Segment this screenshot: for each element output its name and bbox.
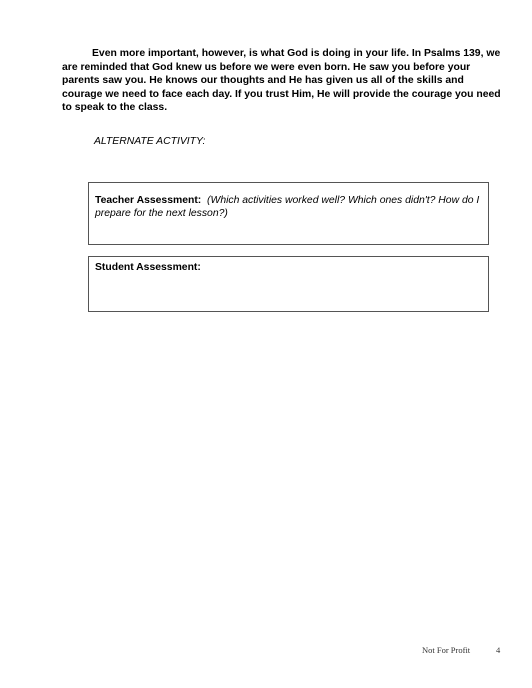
teacher-assessment-prompt: (Which activities worked well? Which ones didn't? How do I prepare for the next lesson?)	[95, 195, 480, 219]
teacher-assessment-box	[88, 182, 489, 245]
footer-text: Not For Profit	[422, 645, 471, 655]
page-number: 4	[496, 645, 501, 655]
student-assessment-box	[88, 256, 489, 312]
body-paragraph: Even more important, however, is what God is doing in your life. In Psalms 139, we are reminded that God knew us before we were even born. He saw you before your parents saw you. He knows our thoughts and He has given us all of the skills and courage we need to face each day. If you trust Him, He will provide the courage you need to speak to the class.	[62, 48, 501, 114]
student-assessment-label: Student Assessment:	[95, 262, 201, 273]
teacher-assessment-label: Teacher Assessment:	[95, 195, 202, 206]
alternate-activity-heading: ALTERNATE ACTIVITY:	[94, 136, 206, 147]
